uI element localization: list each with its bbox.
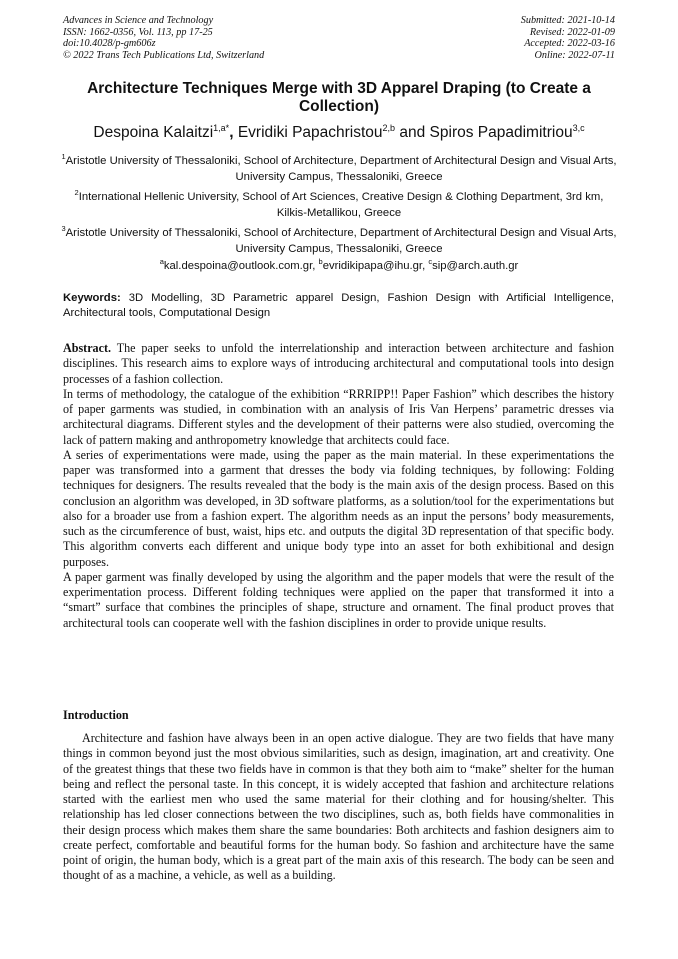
abstract-paragraph <box>63 341 614 387</box>
abstract-label: Abstract. <box>63 341 112 355</box>
email-sup: a <box>159 257 164 266</box>
online-date: Online: 2022-07-11 <box>534 49 615 61</box>
author-emails <box>60 257 618 272</box>
email-sup: c <box>428 257 433 266</box>
affiliation-1 <box>60 149 618 185</box>
abstract-paragraph: A paper garment was finally developed by using the algorithm and the paper models that were the result of the experimentation process. Different folding techniques were applied on the paper that transformed it into a “smart” surface that combines the principles of shape, structure and ornament. The final product proves that architectural tools can cooperate well with the fashion disciplines in order to provide unique results. <box>63 569 614 630</box>
affiliation-sup: 2 <box>74 188 79 197</box>
introduction-body <box>63 731 614 884</box>
author-separator: , <box>229 124 238 142</box>
affiliation-sup: 3 <box>61 224 66 233</box>
revised-date: Revised: 2022-01-09 <box>529 26 615 38</box>
doi: doi:10.4028/p-gm606z <box>63 38 156 50</box>
author-name: Evridiki Papachristou <box>237 124 383 142</box>
issn: ISSN: 1662-0356, Vol. 113, pp 17-25 <box>63 26 213 38</box>
abstract-text: The paper seeks to unfold the interrelationship and interaction between architecture and fashion disciplines. This research aims to explore ways of introducing architectural and computational tools into design processes of a fashion collection. <box>63 341 614 386</box>
abstract-paragraph: A series of experimentations were made, using the paper as the main material. In these experimentations the paper was transformed into a garment that dresses the body via folding techniques, by following: Folding techniques for designers. The results revealed that the body is the main axis of the design process. Based on this conclusion an algorithm was developed, in 3D software platforms, as a solution/tool for the experimentations but also for a broader use from a fashion expert. The algorithm needs as an input the persons’ body measurements, such as the circumference of bust, waist, hips etc. and outputs the digital 3D representation of that specific body. This algorithm converts each different and unique body type into an asset for both exhibitional and design purposes. <box>63 447 614 569</box>
journal-header-left <box>63 15 264 61</box>
email-link[interactable]: kal.despoina@outlook.com.gr, <box>163 259 319 272</box>
keywords <box>63 291 614 321</box>
email-sup: b <box>318 257 323 266</box>
email-link[interactable]: sip@arch.auth.gr <box>432 259 519 272</box>
copyright: © 2022 Trans Tech Publications Ltd, Switzerland <box>63 49 265 61</box>
affiliation-2 <box>60 185 618 221</box>
author-list <box>40 123 638 142</box>
submitted-date: Submitted: 2021-10-14 <box>520 15 615 26</box>
author-name: Spiros Papadimitriou <box>429 124 573 142</box>
abstract-paragraph: In terms of methodology, the catalogue of the exhibition “RRRIPP!! Paper Fashion” which describes the history of paper garments was studied, in combination with an analysis of Iris Van Herpens’ parametric dresses via architectural diagrams. Different styles and the development of their patterns were also studied, overcoming the lack of pattern making and anthropometry knowledge that architects could face. <box>63 386 614 447</box>
affiliation-sup: 1 <box>61 152 66 161</box>
keywords-label: Keywords: <box>63 292 121 304</box>
affiliation-3 <box>60 221 618 257</box>
affiliation-text: Aristotle University of Thessaloniki, School of Architecture, Department of Architectural Design and Visual Arts, University Campus, Thessaloniki, Greece <box>65 226 617 255</box>
journal-name: Advances in Science and Technology <box>63 15 214 26</box>
keywords-text: 3D Modelling, 3D Parametric apparel Design, Fashion Design with Artificial Intelligence, Architectural tools, Computational Design <box>63 292 614 319</box>
author-separator: and <box>395 124 430 142</box>
affiliation-text: International Hellenic University, School of Art Sciences, Creative Design & Clothing Department, 3rd km, Kilkis-Metallikou, Greece <box>78 190 604 219</box>
journal-header-right <box>521 15 615 61</box>
author-sup: 2,b <box>382 123 396 133</box>
affiliation-text: Aristotle University of Thessaloniki, School of Architecture, Department of Architectural Design and Visual Arts, University Campus, Thessaloniki, Greece <box>65 154 617 183</box>
author-name: Despoina Kalaitzi <box>93 124 214 142</box>
body-paragraph: Architecture and fashion have always been in an open active dialogue. They are two fields that have many things in common beyond just the most obvious similarities, such as design, imagination, art and creativity. One of the greatest things that these two fields have in common is that they both aim to “make” shelter for the human being and reflect the personal taste. In this concept, it is widely accepted that fashion and architecture relations started with the earliest men who used the same material for their clothing and for housing/shelter. This relationship has led closer connections between the two disciplines, such as, both fields have commonalities in their design process which makes them share the same boundaries: Both architects and fashion designers aim to create perfect, comfortable and beautiful forms for the human body. So fashion and architecture have the same point of origin, the human body, which is a great part of the main axis of this research. The body can be seen and thought of as a machine, a vehicle, as well as a building. <box>63 731 614 883</box>
email-link[interactable]: evridikipapa@ihu.gr, <box>322 259 429 272</box>
accepted-date: Accepted: 2022-03-16 <box>524 38 615 50</box>
author-sup: 3,c <box>572 123 585 133</box>
section-heading-introduction: Introduction <box>63 708 129 722</box>
abstract <box>63 341 614 631</box>
author-sup: 1,a* <box>213 123 230 133</box>
paper-title: Architecture Techniques Merge with 3D Apparel Draping (to Create a Collection) <box>87 80 591 115</box>
